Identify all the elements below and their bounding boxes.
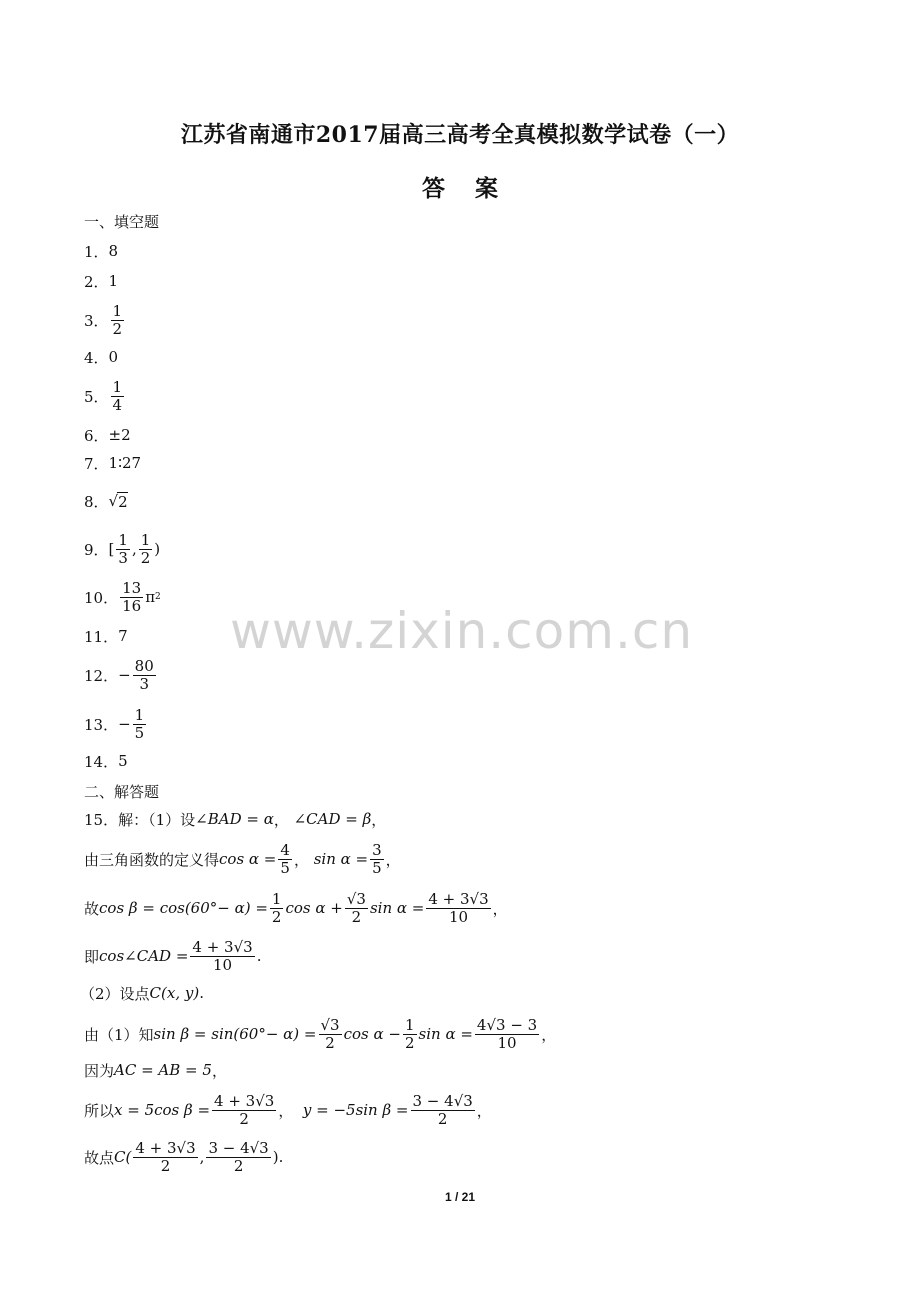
fraction: $\frac{1}{3}$ <box>118 530 128 567</box>
fraction: $\frac{80}{3}$ <box>134 656 154 693</box>
answer-1: 1． 8 <box>84 242 119 261</box>
fraction: $\frac{3}{5}$ <box>372 840 382 877</box>
q15-line-1: 15．解：（1）设 ∠BAD = α ， ∠CAD = β ， <box>84 810 387 829</box>
fraction: $\frac{3 - 4√3}{2}$ <box>208 1138 269 1175</box>
answer-7: 7． 1∶27 <box>84 454 142 473</box>
answer-6: 6． ±2 <box>84 426 131 445</box>
fraction: $\frac{3 - 4√3}{2}$ <box>412 1091 473 1128</box>
q15-line-6: 由（1）知 sin β = sin(60°− α) = $\frac{√3}{2}$ cos α − $\frac{1}{2}$ sin α = $\frac{4√3 - 3}{10}$ ， <box>84 1015 557 1052</box>
answer-10: 10． $\frac{13}{16}$ π 2 <box>84 578 161 615</box>
fraction: $\frac{√3}{2}$ <box>346 889 366 926</box>
q15-line-3: 故 cos β = cos(60°− α) = $\frac{1}{2}$ cos α + $\frac{√3}{2}$ sin α = $\frac{4 + 3√3}{10}$ ， <box>84 889 508 926</box>
answer-13: 13． − $\frac{1}{5}$ <box>84 705 145 742</box>
answer-3: 3． $\frac{1}{2}$ <box>84 301 123 338</box>
answer-12: 12． − $\frac{80}{3}$ <box>84 656 154 693</box>
document-title: 江苏省南通市2017届高三高考全真模拟数学试卷（一） <box>180 122 740 148</box>
fraction: $\frac{1}{2}$ <box>404 1015 415 1052</box>
answer-5: 5． $\frac{1}{4}$ <box>84 377 123 414</box>
fraction: $\frac{4}{5}$ <box>280 840 290 877</box>
fraction: $\frac{√3}{2}$ <box>320 1015 340 1052</box>
answer-4: 4． 0 <box>84 348 119 367</box>
answer-8: 8． √ 2 <box>84 492 128 511</box>
fraction: $\frac{4 + 3√3}{10}$ <box>192 937 253 974</box>
document-subtitle: 答案 <box>422 175 528 202</box>
fraction: $\frac{1}{2}$ <box>112 301 123 338</box>
fraction: $\frac{1}{2}$ <box>140 530 151 567</box>
q15-line-5: （2）设点 C(x, y) . <box>80 984 204 1003</box>
fraction: $\frac{4 + 3√3}{10}$ <box>428 889 489 926</box>
q15-line-7: 因为 AC = AB = 5 ， <box>84 1061 227 1080</box>
fraction: $\frac{1}{2}$ <box>271 889 282 926</box>
watermark: www.zixin.com.cn <box>230 602 694 660</box>
page-number: 1 / 21 <box>444 1190 476 1204</box>
answer-11: 11． 7 <box>84 627 128 646</box>
answer-14: 14． 5 <box>84 752 128 771</box>
q15-line-8: 所以 x = 5cos β = $\frac{4 + 3√3}{2}$ ， y = −5sin β = $\frac{3 - 4√3}{2}$ ， <box>84 1091 492 1128</box>
q15-line-4: 即 cos∠CAD = $\frac{4 + 3√3}{10}$ . <box>84 937 262 974</box>
q15-line-2: 由三角函数的定义得 cos α = $\frac{4}{5}$ ， sin α = $\frac{3}{5}$ ， <box>84 840 401 877</box>
fraction: $\frac{4 + 3√3}{2}$ <box>135 1138 196 1175</box>
q15-line-9: 故点 C( $\frac{4 + 3√3}{2}$ , $\frac{3 - 4√3}{2}$ ). <box>84 1138 284 1175</box>
section-heading-solutions: 二、解答题 <box>84 782 160 801</box>
fraction: $\frac{1}{4}$ <box>112 377 123 414</box>
answer-9: 9． [ $\frac{1}{3}$ , $\frac{1}{2}$ ) <box>84 530 161 567</box>
section-heading-fill-blank: 一、填空题 <box>84 212 160 231</box>
fraction: $\frac{4 + 3√3}{2}$ <box>214 1091 275 1128</box>
answer-2: 2． 1 <box>84 272 119 291</box>
fraction: $\frac{4√3 - 3}{10}$ <box>476 1015 538 1052</box>
fraction: $\frac{13}{16}$ <box>122 578 142 615</box>
fraction: $\frac{1}{5}$ <box>134 705 145 742</box>
